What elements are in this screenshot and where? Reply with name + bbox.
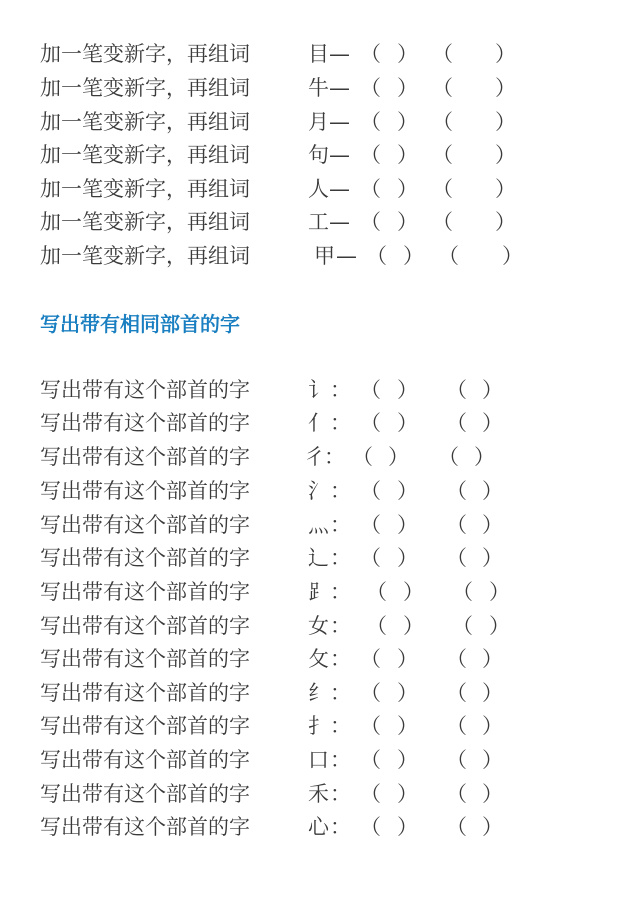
section-heading: 写出带有相同部首的字	[40, 312, 240, 336]
radical-character: 攵	[308, 647, 329, 671]
dash-separator: —	[329, 76, 350, 100]
blank-open-1: （	[360, 76, 381, 100]
radical-row	[40, 812, 600, 842]
blank-open-2: （	[446, 815, 467, 839]
blank-close-1: ）	[403, 614, 424, 638]
blank-open-2: （	[446, 782, 467, 806]
blank-close-1: ）	[397, 513, 418, 537]
blank-open-2: （	[432, 143, 453, 167]
blank-close-1: ）	[397, 110, 418, 134]
colon-separator: ：	[330, 513, 351, 537]
blank-open-1: （	[360, 42, 381, 66]
row-prompt: 写出带有这个部首的字	[40, 479, 250, 503]
row-prompt: 写出带有这个部首的字	[40, 614, 250, 638]
blank-open-1: （	[360, 479, 381, 503]
radical-character: 女	[308, 614, 329, 638]
dash-separator: —	[329, 42, 350, 66]
blank-close-2: ）	[495, 76, 516, 100]
radical-row	[40, 577, 600, 607]
radical-row	[40, 779, 600, 809]
colon-separator: ：	[330, 714, 351, 738]
blank-close-1: ）	[403, 244, 424, 268]
row-prompt: 写出带有这个部首的字	[40, 580, 250, 604]
blank-close-2: ）	[474, 445, 495, 469]
row-prompt: 写出带有这个部首的字	[40, 782, 250, 806]
radical-character: 彳	[304, 445, 325, 469]
row-prompt: 写出带有这个部首的字	[40, 815, 250, 839]
blank-close-2: ）	[489, 580, 510, 604]
blank-close-1: ）	[397, 210, 418, 234]
blank-open-2: （	[432, 42, 453, 66]
row-prompt: 写出带有这个部首的字	[40, 378, 250, 402]
blank-close-1: ）	[397, 378, 418, 402]
dash-separator: —	[329, 177, 350, 201]
row-prompt: 加一笔变新字，再组词	[40, 177, 250, 201]
blank-close-1: ）	[397, 42, 418, 66]
radical-character: 心	[308, 815, 329, 839]
row-prompt: 写出带有这个部首的字	[40, 445, 250, 469]
blank-open-1: （	[360, 513, 381, 537]
blank-open-1: （	[360, 815, 381, 839]
colon-separator: ：	[330, 614, 351, 638]
radical-character: 灬	[308, 513, 329, 537]
blank-open-1: （	[360, 143, 381, 167]
blank-close-2: ）	[482, 546, 503, 570]
blank-close-2: ）	[495, 143, 516, 167]
blank-open-1: （	[366, 244, 387, 268]
blank-close-2: ）	[482, 714, 503, 738]
colon-separator: ：	[330, 378, 351, 402]
radical-character: 辶	[308, 546, 329, 570]
blank-close-1: ）	[397, 143, 418, 167]
blank-close-2: ）	[482, 782, 503, 806]
blank-close-2: ）	[482, 647, 503, 671]
blank-close-2: ）	[482, 479, 503, 503]
blank-open-1: （	[360, 378, 381, 402]
radical-row	[40, 711, 600, 741]
colon-separator: ：	[330, 815, 351, 839]
blank-open-1: （	[360, 110, 381, 134]
blank-open-1: （	[360, 714, 381, 738]
blank-close-2: ）	[489, 614, 510, 638]
radical-row	[40, 442, 600, 472]
blank-open-2: （	[432, 177, 453, 201]
row-prompt: 写出带有这个部首的字	[40, 647, 250, 671]
radical-row	[40, 408, 600, 438]
row-prompt: 加一笔变新字，再组词	[40, 210, 250, 234]
blank-close-1: ）	[397, 479, 418, 503]
radical-row	[40, 476, 600, 506]
add-stroke-row	[40, 140, 600, 170]
blank-close-2: ）	[482, 815, 503, 839]
blank-open-1: （	[366, 614, 387, 638]
blank-close-1: ）	[397, 681, 418, 705]
blank-open-2: （	[446, 681, 467, 705]
base-character: 月	[308, 110, 329, 134]
radical-character: ⻊	[308, 580, 329, 604]
radical-row	[40, 543, 600, 573]
blank-open-2: （	[438, 244, 459, 268]
colon-separator: ：	[324, 445, 345, 469]
add-stroke-row	[40, 174, 600, 204]
blank-close-1: ）	[397, 546, 418, 570]
radical-row	[40, 678, 600, 708]
blank-close-2: ）	[482, 513, 503, 537]
base-character: 牛	[308, 76, 329, 100]
blank-close-1: ）	[397, 748, 418, 772]
radical-character: 纟	[308, 681, 329, 705]
colon-separator: ：	[330, 681, 351, 705]
radical-row	[40, 745, 600, 775]
blank-open-1: （	[360, 647, 381, 671]
base-character: 目	[308, 42, 329, 66]
dash-separator: —	[329, 143, 350, 167]
blank-close-1: ）	[388, 445, 409, 469]
blank-close-1: ）	[397, 714, 418, 738]
blank-open-1: （	[360, 411, 381, 435]
blank-open-2: （	[446, 546, 467, 570]
row-prompt: 写出带有这个部首的字	[40, 681, 250, 705]
radical-row	[40, 611, 600, 641]
radical-character: 禾	[308, 782, 329, 806]
blank-close-2: ）	[502, 244, 523, 268]
blank-close-1: ）	[403, 580, 424, 604]
dash-separator: —	[329, 110, 350, 134]
radical-character: 口	[308, 748, 329, 772]
base-character: 工	[308, 210, 329, 234]
blank-close-2: ）	[495, 210, 516, 234]
colon-separator: ：	[330, 647, 351, 671]
add-stroke-row	[40, 207, 600, 237]
blank-close-2: ）	[495, 42, 516, 66]
blank-open-2: （	[432, 210, 453, 234]
blank-open-1: （	[360, 681, 381, 705]
blank-open-1: （	[366, 580, 387, 604]
blank-open-2: （	[438, 445, 459, 469]
row-prompt: 加一笔变新字，再组词	[40, 143, 250, 167]
blank-open-1: （	[360, 546, 381, 570]
add-stroke-row	[40, 241, 600, 271]
blank-open-1: （	[360, 782, 381, 806]
blank-open-2: （	[446, 748, 467, 772]
blank-close-2: ）	[482, 378, 503, 402]
radical-row	[40, 375, 600, 405]
radical-character: 讠	[308, 378, 329, 402]
base-character: 句	[308, 143, 329, 167]
base-character: 甲	[314, 244, 335, 268]
radical-row	[40, 510, 600, 540]
blank-close-1: ）	[397, 76, 418, 100]
row-prompt: 写出带有这个部首的字	[40, 546, 250, 570]
radical-row	[40, 644, 600, 674]
blank-open-2: （	[446, 411, 467, 435]
row-prompt: 写出带有这个部首的字	[40, 748, 250, 772]
colon-separator: ：	[330, 546, 351, 570]
dash-separator: —	[329, 210, 350, 234]
colon-separator: ：	[330, 580, 351, 604]
blank-open-2: （	[446, 513, 467, 537]
blank-close-2: ）	[482, 681, 503, 705]
colon-separator: ：	[330, 782, 351, 806]
row-prompt: 加一笔变新字，再组词	[40, 244, 250, 268]
row-prompt: 写出带有这个部首的字	[40, 714, 250, 738]
blank-close-1: ）	[397, 411, 418, 435]
blank-close-2: ）	[495, 177, 516, 201]
blank-open-2: （	[452, 580, 473, 604]
radical-character: 亻	[308, 411, 329, 435]
blank-open-1: （	[360, 210, 381, 234]
row-prompt: 加一笔变新字，再组词	[40, 42, 250, 66]
colon-separator: ：	[330, 479, 351, 503]
blank-open-2: （	[446, 479, 467, 503]
blank-close-1: ）	[397, 782, 418, 806]
row-prompt: 写出带有这个部首的字	[40, 411, 250, 435]
colon-separator: ：	[330, 411, 351, 435]
blank-open-2: （	[446, 647, 467, 671]
colon-separator: ：	[330, 748, 351, 772]
add-stroke-row	[40, 73, 600, 103]
blank-open-2: （	[432, 76, 453, 100]
blank-open-2: （	[446, 714, 467, 738]
blank-open-1: （	[352, 445, 373, 469]
blank-close-1: ）	[397, 647, 418, 671]
row-prompt: 加一笔变新字，再组词	[40, 76, 250, 100]
dash-separator: —	[336, 244, 357, 268]
blank-open-2: （	[446, 378, 467, 402]
radical-character: 氵	[308, 479, 329, 503]
blank-close-2: ）	[482, 411, 503, 435]
row-prompt: 写出带有这个部首的字	[40, 513, 250, 537]
base-character: 人	[308, 177, 329, 201]
blank-close-1: ）	[397, 815, 418, 839]
add-stroke-row	[40, 107, 600, 137]
blank-open-1: （	[360, 177, 381, 201]
blank-close-2: ）	[482, 748, 503, 772]
blank-close-2: ）	[495, 110, 516, 134]
radical-character: 扌	[308, 714, 329, 738]
blank-open-2: （	[432, 110, 453, 134]
blank-close-1: ）	[397, 177, 418, 201]
add-stroke-row	[40, 39, 600, 69]
blank-open-2: （	[452, 614, 473, 638]
blank-open-1: （	[360, 748, 381, 772]
row-prompt: 加一笔变新字，再组词	[40, 110, 250, 134]
